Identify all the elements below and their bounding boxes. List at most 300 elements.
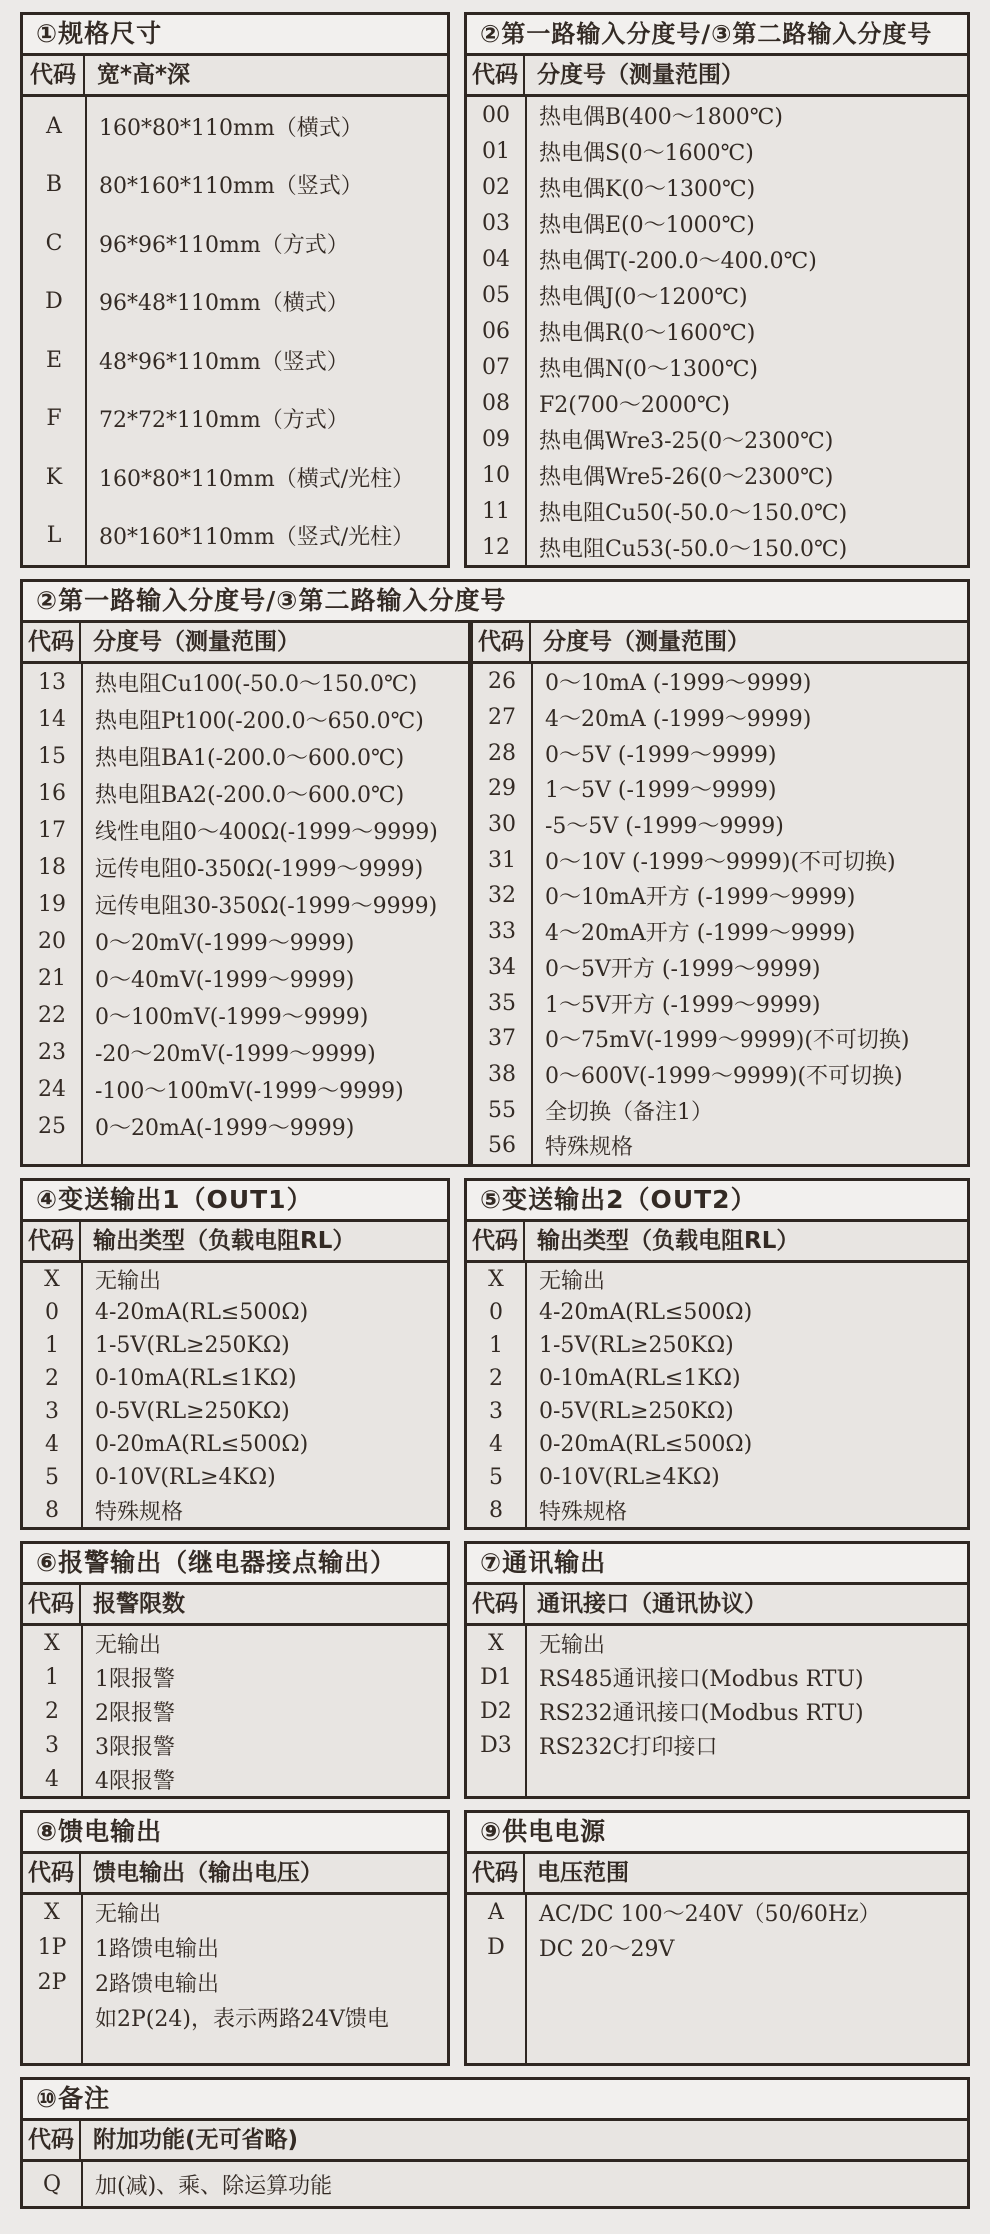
- row-label: 0～10V (-1999～9999)(不可切换): [545, 849, 896, 875]
- row-label: 热电阻Cu100(-50.0～150.0℃): [95, 672, 418, 697]
- table-row: [467, 133, 967, 169]
- row-5: [20, 1810, 970, 2066]
- row-label: 0-5V(RL≥250KΩ): [539, 1399, 734, 1424]
- row-label: 0～20mA(-1999～9999): [95, 1116, 355, 1141]
- panel-spec: [20, 12, 450, 568]
- row-label: 无输出: [95, 1632, 162, 1658]
- row-label: 特殊规格: [539, 1500, 628, 1525]
- row-label: 0-10mA(RL≤1KΩ): [539, 1366, 741, 1391]
- table-row: [23, 1965, 447, 2000]
- row-label: 热电偶S(0～1600℃): [539, 140, 754, 166]
- row-label: 1限报警: [95, 1666, 175, 1692]
- table-row: [23, 1296, 447, 1329]
- table-row: [467, 457, 967, 493]
- row-code: 2: [45, 1698, 59, 1724]
- panel-input-a: [464, 12, 970, 568]
- table-row: [467, 1626, 967, 1660]
- header-code: 代码: [23, 1585, 81, 1623]
- row-code: D: [45, 289, 63, 315]
- table-row: [23, 1071, 468, 1108]
- table-row: [467, 1329, 967, 1362]
- header-code: 代码: [23, 56, 85, 94]
- table-row: [473, 842, 967, 878]
- row-label: 0-5V(RL≥250KΩ): [95, 1399, 290, 1424]
- row-code: 07: [482, 354, 510, 380]
- row-code: 27: [488, 705, 516, 731]
- row-code: D1: [480, 1664, 512, 1690]
- row-label: 无输出: [95, 1902, 162, 1927]
- row-label: 热电阻Pt100(-200.0～650.0℃): [95, 709, 424, 734]
- table-body: [467, 1895, 967, 2063]
- row-label: 热电偶R(0～1600℃): [539, 320, 756, 346]
- table-row: [23, 1895, 447, 1930]
- header-code: 代码: [23, 1854, 81, 1892]
- table-row: [23, 1694, 447, 1728]
- table-row: [23, 97, 447, 156]
- row-label: -100～100mV(-1999～9999): [95, 1079, 404, 1104]
- table-row: [473, 878, 967, 914]
- table-header: [467, 1222, 967, 1263]
- input-b-right-column: [468, 623, 967, 1164]
- row-code: X: [488, 1630, 504, 1656]
- section-title: ⑦通讯输出: [467, 1544, 967, 1585]
- row-label: RS232C打印接口: [539, 1734, 718, 1760]
- row-code: 30: [488, 812, 516, 838]
- row-label: 0-20mA(RL≤500Ω): [539, 1432, 753, 1457]
- header-desc: 附加功能(无可省略): [93, 2127, 299, 2153]
- table-header: [23, 623, 468, 664]
- table-row: [473, 985, 967, 1021]
- row-label: 热电偶T(-200.0～400.0℃): [539, 248, 817, 274]
- row-code: 01: [482, 138, 510, 164]
- panel-feed: [20, 1810, 450, 2066]
- row-code: A: [488, 1900, 504, 1925]
- row-label: 特殊规格: [95, 1500, 184, 1525]
- table-row: [467, 493, 967, 529]
- table-row: [23, 1263, 447, 1296]
- table-row: [23, 775, 468, 812]
- row-label: 无输出: [539, 1269, 606, 1294]
- row-label: -20～20mV(-1999～9999): [95, 1042, 376, 1067]
- row-code: 1P: [37, 1935, 67, 1960]
- row-code: 11: [482, 498, 510, 524]
- header-code: 代码: [467, 1222, 525, 1260]
- section-title: ⑩备注: [23, 2080, 967, 2121]
- table-row: [23, 1428, 447, 1461]
- table-row: [467, 529, 967, 565]
- table-header: [23, 1222, 447, 1263]
- row-6: [20, 2077, 970, 2209]
- row-label: RS232通讯接口(Modbus RTU): [539, 1700, 864, 1726]
- header-desc: 馈电输出（输出电压）: [93, 1860, 323, 1886]
- table-body: [23, 97, 447, 565]
- table-row: [23, 1034, 468, 1071]
- row-label: 特殊规格: [545, 1135, 634, 1161]
- row-code: 4: [489, 1432, 503, 1457]
- table-row: [23, 1728, 447, 1762]
- table-body: [467, 1626, 967, 1796]
- row-code: X: [488, 1267, 504, 1292]
- row-label: 0～100mV(-1999～9999): [95, 1005, 369, 1030]
- row-code: 4: [45, 1432, 59, 1457]
- row-label: 160*80*110mm（横式/光柱）: [99, 466, 415, 492]
- header-desc: 分度号（测量范围）: [537, 62, 744, 88]
- row-label: 1-5V(RL≥250KΩ): [95, 1333, 290, 1358]
- header-desc: 分度号（测量范围）: [93, 629, 300, 655]
- row-label: 1～5V开方 (-1999～9999): [545, 992, 821, 1018]
- header-desc: 报警限数: [93, 1591, 185, 1617]
- row-label: 72*72*110mm（方式）: [99, 408, 349, 434]
- header-desc: 输出类型（负载电阻RL）: [93, 1228, 356, 1254]
- row-label: 1路馈电输出: [95, 1937, 219, 1962]
- table-row: [23, 390, 447, 449]
- table-row: [23, 1395, 447, 1428]
- row-code: 16: [38, 781, 66, 806]
- header-code: 代码: [473, 623, 531, 661]
- header-code: 代码: [23, 1222, 81, 1260]
- table-body: [23, 664, 468, 1164]
- row-3: [20, 1178, 970, 1530]
- table-header: [23, 1585, 447, 1626]
- row-code: 20: [38, 929, 66, 954]
- table-row: [467, 205, 967, 241]
- row-code: D3: [480, 1732, 512, 1758]
- row-code: L: [46, 523, 62, 549]
- table-row: [23, 1329, 447, 1362]
- row-label: 加(减)、乘、除运算功能: [95, 2173, 333, 2199]
- table-header: [23, 56, 447, 97]
- table-row: [467, 277, 967, 313]
- table-row: [23, 1362, 447, 1395]
- row-label: 热电阻Cu53(-50.0～150.0℃): [539, 536, 848, 562]
- row-code: 0: [489, 1300, 503, 1325]
- header-desc: 分度号（测量范围）: [543, 629, 750, 655]
- table-row: [467, 241, 967, 277]
- header-code: 代码: [467, 1854, 525, 1892]
- row-label: 3限报警: [95, 1734, 175, 1760]
- row-label: 0～5V (-1999～9999): [545, 742, 777, 768]
- section-title: ②第一路输入分度号/③第二路输入分度号: [467, 15, 967, 56]
- row-code: 26: [488, 669, 516, 695]
- row-code: 2: [489, 1366, 503, 1391]
- row-label: DC 20～29V: [539, 1937, 675, 1962]
- row-label: 远传电阻0-350Ω(-1999～9999): [95, 857, 424, 882]
- row-code: 25: [38, 1114, 66, 1139]
- header-desc: 通讯接口（通讯协议）: [537, 1591, 767, 1617]
- table-row: [467, 421, 967, 457]
- row-label: AC/DC 100～240V（50/60Hz）: [539, 1902, 881, 1927]
- table-row: [23, 214, 447, 273]
- row-label: 96*48*110mm（横式）: [99, 291, 349, 317]
- row-code: 00: [482, 102, 510, 128]
- table-row: [23, 156, 447, 215]
- row-label: -5～5V (-1999～9999): [545, 814, 784, 840]
- row-label: 如2P(24)，表示两路24V馈电: [95, 2007, 389, 2032]
- table-row: [473, 771, 967, 807]
- row-label: 热电阻BA2(-200.0～600.0℃): [95, 783, 405, 808]
- row-label: 全切换（备注1）: [545, 1099, 713, 1125]
- row-code: 19: [38, 892, 66, 917]
- row-label: 0～40mV(-1999～9999): [95, 968, 355, 993]
- table-row: [23, 738, 468, 775]
- table-row: [23, 997, 468, 1034]
- table-row: [467, 349, 967, 385]
- table-row: [23, 886, 468, 923]
- row-label: 0～10mA开方 (-1999～9999): [545, 885, 856, 911]
- table-row: [23, 1461, 447, 1494]
- table-row: [467, 1263, 967, 1296]
- row-code: D: [487, 1935, 505, 1960]
- table-row: [23, 331, 447, 390]
- row-code: 05: [482, 282, 510, 308]
- table-row: [467, 97, 967, 133]
- row-code: 4: [45, 1766, 59, 1792]
- row-label: 80*160*110mm（竖式）: [99, 174, 363, 200]
- row-code: A: [46, 113, 62, 139]
- row-code: 2P: [37, 1970, 67, 1995]
- row-code: 1: [489, 1333, 503, 1358]
- row-label: 0～5V开方 (-1999～9999): [545, 956, 821, 982]
- row-label: 热电偶J(0～1200℃): [539, 284, 748, 310]
- row-label: 2限报警: [95, 1700, 175, 1726]
- header-code: 代码: [23, 2121, 81, 2159]
- panel-alarm: [20, 1541, 450, 1799]
- row-code: X: [44, 1630, 60, 1656]
- row-code: 8: [45, 1498, 59, 1523]
- row-code: 33: [488, 919, 516, 945]
- section-title: ④变送输出1（OUT1）: [23, 1181, 447, 1222]
- row-label: 0～10mA (-1999～9999): [545, 671, 812, 697]
- table-row: [473, 735, 967, 771]
- row-code: K: [45, 464, 63, 490]
- table-header: [467, 56, 967, 97]
- row-code: 21: [38, 966, 66, 991]
- row-label: RS485通讯接口(Modbus RTU): [539, 1666, 864, 1692]
- row-label: 热电偶N(0～1300℃): [539, 356, 759, 382]
- row-code: 17: [38, 818, 66, 843]
- row-code: 23: [38, 1040, 66, 1065]
- panel-input-b: [20, 579, 970, 1167]
- table-row: [473, 1021, 967, 1057]
- row-4: [20, 1541, 970, 1799]
- table-row: [23, 1494, 447, 1527]
- header-code: 代码: [23, 623, 81, 661]
- table-row: [23, 849, 468, 886]
- header-code: 代码: [467, 56, 525, 94]
- row-code: 09: [482, 426, 510, 452]
- row-code: D2: [480, 1698, 512, 1724]
- table-row: [23, 664, 468, 701]
- row-code: 5: [45, 1465, 59, 1490]
- row-code: 15: [38, 744, 66, 769]
- row-label: 线性电阻0～400Ω(-1999～9999): [95, 820, 438, 845]
- row-2: [20, 579, 970, 1167]
- row-label: 4-20mA(RL≤500Ω): [95, 1300, 309, 1325]
- panel-out1: [20, 1178, 450, 1530]
- row-code: E: [45, 347, 63, 373]
- row-code: 08: [482, 390, 510, 416]
- table-row: [467, 1694, 967, 1728]
- row-label: 0-10mA(RL≤1KΩ): [95, 1366, 297, 1391]
- row-label: 无输出: [539, 1632, 606, 1658]
- row-code: X: [44, 1900, 60, 1925]
- table-row: [467, 1930, 967, 1965]
- row-code: F: [46, 406, 62, 432]
- table-row: [473, 664, 967, 700]
- table-row: [473, 1092, 967, 1128]
- row-code: 31: [488, 847, 516, 873]
- row-label: F2(700～2000℃): [539, 392, 731, 418]
- section-title: ⑤变送输出2（OUT2）: [467, 1181, 967, 1222]
- table-row: [467, 1728, 967, 1762]
- table-row: [23, 1108, 468, 1145]
- table-header: [23, 2121, 967, 2162]
- panel-notes: [20, 2077, 970, 2209]
- table-row: [467, 1296, 967, 1329]
- row-label: 热电阻Cu50(-50.0～150.0℃): [539, 500, 848, 526]
- row-label: 4～20mA (-1999～9999): [545, 707, 812, 733]
- table-row: [467, 1461, 967, 1494]
- panel-comm: [464, 1541, 970, 1799]
- row-label: 无输出: [95, 1269, 162, 1294]
- row-code: 1: [45, 1333, 59, 1358]
- row-code: 22: [38, 1003, 66, 1028]
- row-code: 37: [488, 1026, 516, 1052]
- row-label: 1-5V(RL≥250KΩ): [539, 1333, 734, 1358]
- header-desc: 宽*高*深: [97, 62, 191, 88]
- table-row: [23, 923, 468, 960]
- table-row: [23, 2000, 447, 2035]
- row-label: 4～20mA开方 (-1999～9999): [545, 921, 856, 947]
- row-code: 56: [488, 1133, 516, 1159]
- row-code: 12: [482, 534, 510, 560]
- table-body: [23, 2162, 967, 2206]
- table-row: [23, 1660, 447, 1694]
- header-desc: 输出类型（负载电阻RL）: [537, 1228, 800, 1254]
- row-label: 0-20mA(RL≤500Ω): [95, 1432, 309, 1457]
- row-code: 2: [45, 1366, 59, 1391]
- table-row: [473, 700, 967, 736]
- row-code: X: [44, 1267, 60, 1292]
- table-row: [467, 385, 967, 421]
- row-code: 24: [38, 1077, 66, 1102]
- row-label: 热电偶Wre5-26(0～2300℃): [539, 464, 834, 490]
- header-code: 代码: [467, 1585, 525, 1623]
- row-label: 4限报警: [95, 1768, 175, 1794]
- row-label: 96*96*110mm（方式）: [99, 232, 349, 258]
- table-row: [473, 950, 967, 986]
- row-label: 0～75mV(-1999～9999)(不可切换): [545, 1028, 910, 1054]
- section-title: ⑥报警输出（继电器接点输出）: [23, 1544, 447, 1585]
- row-code: 28: [488, 740, 516, 766]
- row-label: 48*96*110mm（竖式）: [99, 349, 349, 375]
- row-label: 0-10V(RL≥4KΩ): [95, 1465, 276, 1490]
- row-label: 热电偶E(0～1000℃): [539, 212, 755, 238]
- table-body: [467, 1263, 967, 1527]
- row-code: 5: [489, 1465, 503, 1490]
- table-row: [23, 448, 447, 507]
- table-row: [467, 1428, 967, 1461]
- row-code: 34: [488, 954, 516, 980]
- panel-out2: [464, 1178, 970, 1530]
- table-row: [23, 1930, 447, 1965]
- panel-power: [464, 1810, 970, 2066]
- row-code: 0: [45, 1300, 59, 1325]
- table-row: [467, 1494, 967, 1527]
- section-title: ②第一路输入分度号/③第二路输入分度号: [23, 582, 967, 623]
- table-row: [467, 313, 967, 349]
- section-title: ①规格尺寸: [23, 15, 447, 56]
- row-code: 3: [45, 1399, 59, 1424]
- row-code: Q: [42, 2171, 62, 2197]
- split-columns: [23, 623, 967, 1164]
- row-code: 18: [38, 855, 66, 880]
- table-row: [473, 914, 967, 950]
- table-row: [467, 169, 967, 205]
- row-label: 2路馈电输出: [95, 1972, 219, 1997]
- table-row: [23, 507, 447, 566]
- row-label: 0-10V(RL≥4KΩ): [539, 1465, 720, 1490]
- row-label: 0～600V(-1999～9999)(不可切换): [545, 1063, 903, 1089]
- row-code: 3: [45, 1732, 59, 1758]
- row-code: 29: [488, 776, 516, 802]
- row-label: 4-20mA(RL≤500Ω): [539, 1300, 753, 1325]
- table-header: [473, 623, 967, 664]
- row-1: [20, 12, 970, 568]
- row-label: 1～5V (-1999～9999): [545, 778, 777, 804]
- row-code: 38: [488, 1061, 516, 1087]
- row-code: C: [45, 230, 63, 256]
- table-row: [467, 1362, 967, 1395]
- table-row: [23, 1626, 447, 1660]
- row-label: 0～20mV(-1999～9999): [95, 931, 355, 956]
- table-row: [467, 1395, 967, 1428]
- table-row: [23, 1762, 447, 1796]
- table-row: [23, 960, 468, 997]
- row-code: 8: [489, 1498, 503, 1523]
- table-row: [23, 812, 468, 849]
- table-row: [467, 1895, 967, 1930]
- row-code: 03: [482, 210, 510, 236]
- row-label: 热电偶K(0～1300℃): [539, 176, 756, 202]
- row-code: 10: [482, 462, 510, 488]
- row-code: 35: [488, 990, 516, 1016]
- header-desc: 电压范围: [537, 1860, 629, 1886]
- table-body: [473, 664, 967, 1164]
- row-code: 1: [45, 1664, 59, 1690]
- table-row: [473, 1128, 967, 1164]
- row-code: 3: [489, 1399, 503, 1424]
- input-b-left-column: [23, 623, 468, 1164]
- row-label: 远传电阻30-350Ω(-1999～9999): [95, 894, 438, 919]
- row-code: 14: [38, 707, 66, 732]
- row-code: 06: [482, 318, 510, 344]
- table-header: [467, 1585, 967, 1626]
- table-row: [23, 2162, 967, 2206]
- table-body: [23, 1895, 447, 2063]
- row-label: 热电偶B(400～1800℃): [539, 104, 783, 130]
- table-row: [23, 701, 468, 738]
- row-code: 13: [38, 670, 66, 695]
- row-label: 80*160*110mm（竖式/光柱）: [99, 525, 415, 551]
- row-label: 热电偶Wre3-25(0～2300℃): [539, 428, 834, 454]
- row-code: 55: [488, 1097, 516, 1123]
- row-code: 32: [488, 883, 516, 909]
- row-label: 160*80*110mm（横式）: [99, 115, 363, 141]
- section-title: ⑨供电电源: [467, 1813, 967, 1854]
- row-code: B: [45, 172, 63, 198]
- table-body: [23, 1626, 447, 1796]
